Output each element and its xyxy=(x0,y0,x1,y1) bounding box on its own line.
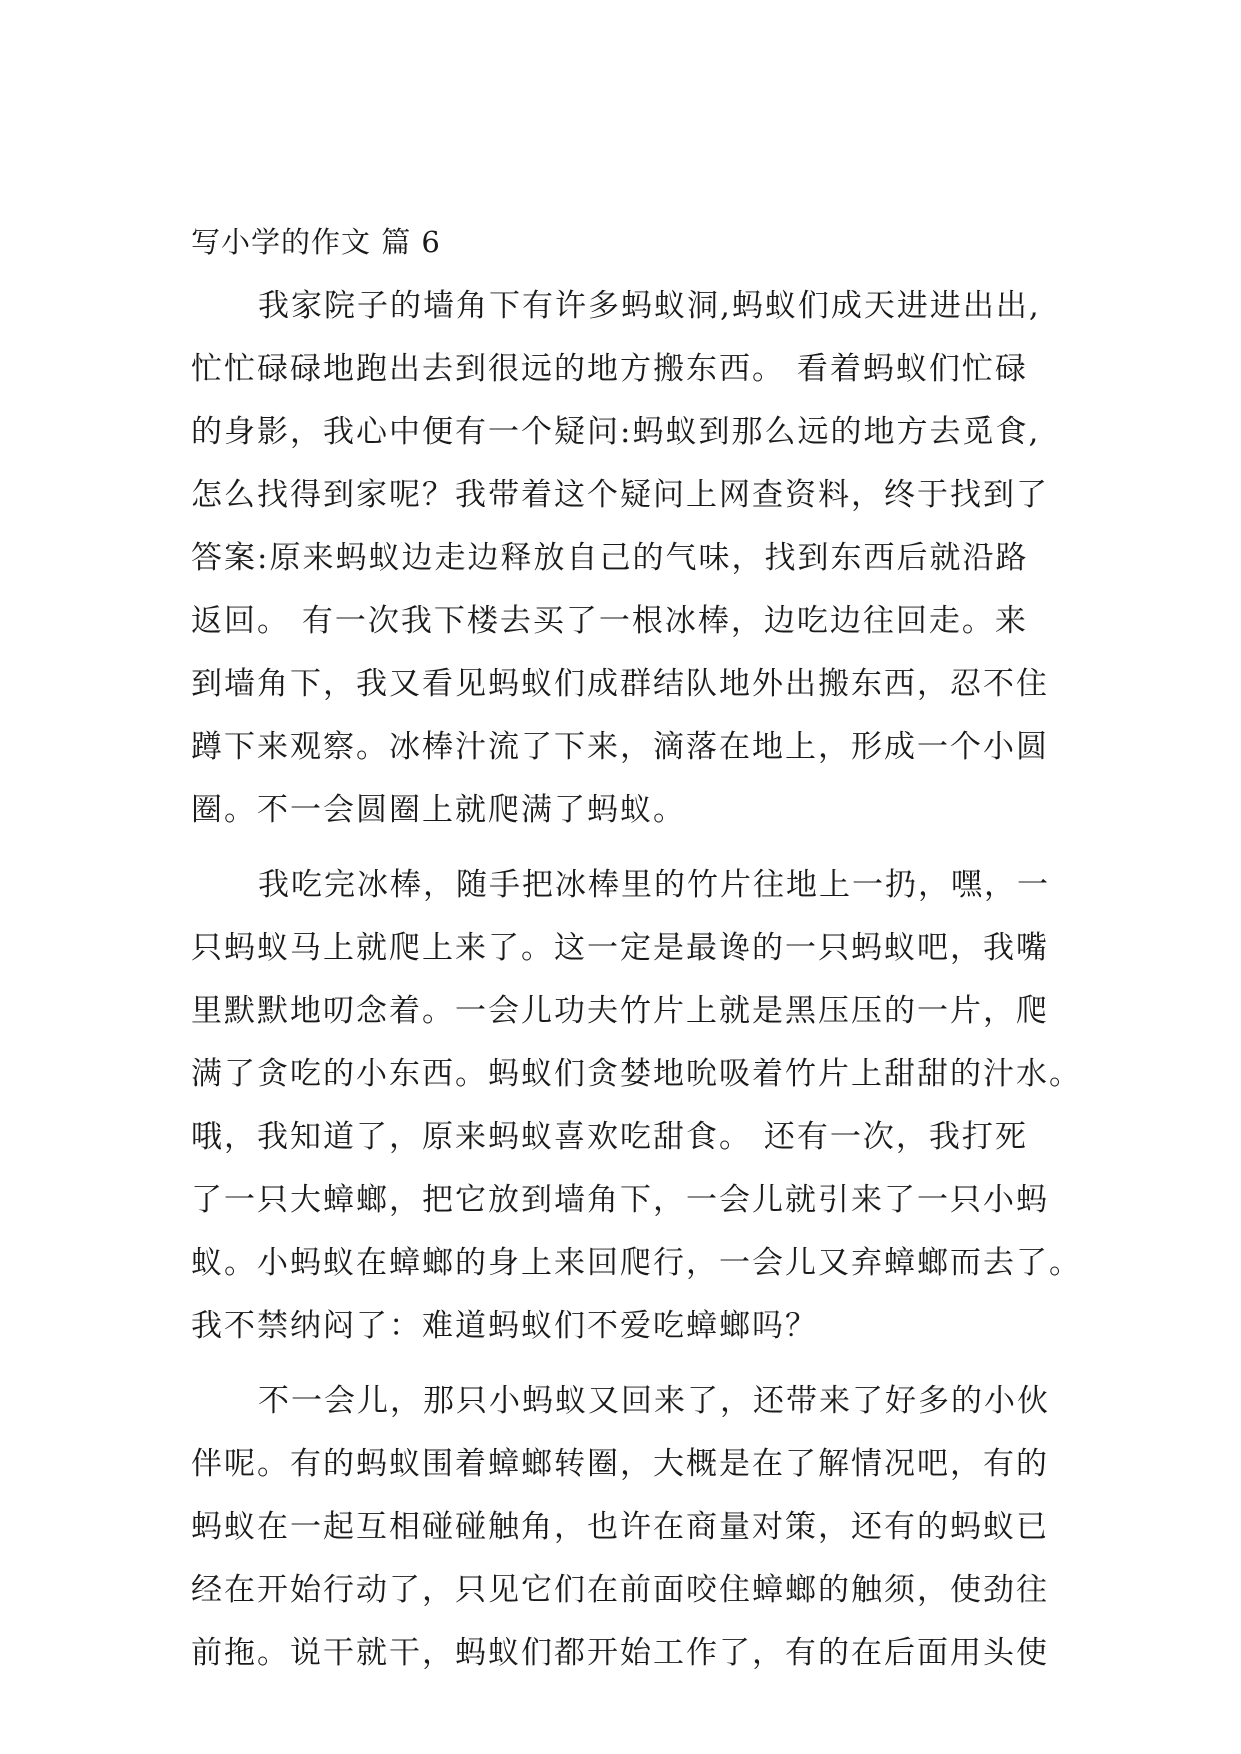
paragraph-line: 伴呢。有的蚂蚁围着蟑螂转圈，大概是在了解情况吧，有的 xyxy=(191,1446,1049,1482)
paragraph-line: 蹲下来观察。冰棒汁流了下来，滴落在地上，形成一个小圆 xyxy=(191,729,1049,765)
paragraph-line: 我家院子的墙角下有许多蚂蚁洞,蚂蚁们成天进进出出, xyxy=(258,288,1041,324)
paragraph-line: 返回。 有一次我下楼去买了一根冰棒，边吃边往回走。来 xyxy=(191,603,1028,639)
essay-title: 写小学的作文 篇 6 xyxy=(191,225,441,259)
paragraph-line: 我吃完冰棒，随手把冰棒里的竹片往地上一扔，嘿，一 xyxy=(258,867,1050,903)
paragraph-line: 到墙角下，我又看见蚂蚁们成群结队地外出搬东西，忍不住 xyxy=(191,666,1049,702)
paragraph-line: 经在开始行动了，只见它们在前面咬住蟑螂的触须，使劲往 xyxy=(191,1572,1049,1608)
paragraph-line: 的身影，我心中便有一个疑问:蚂蚁到那么远的地方去觅食, xyxy=(191,414,1041,450)
paragraph-line: 答案:原来蚂蚁边走边释放自己的气味，找到东西后就沿路 xyxy=(191,540,1029,576)
paragraph-line: 怎么找得到家呢？我带着这个疑问上网查资料，终于找到了 xyxy=(191,477,1049,513)
paragraph-line: 圈。不一会圆圈上就爬满了蚂蚁。 xyxy=(191,792,686,828)
paragraph-line: 蚂蚁在一起互相碰碰触角，也许在商量对策，还有的蚂蚁已 xyxy=(191,1509,1049,1545)
paragraph-line: 了一只大蟑螂，把它放到墙角下，一会儿就引来了一只小蚂 xyxy=(191,1182,1049,1218)
paragraph-line: 哦，我知道了，原来蚂蚁喜欢吃甜食。 还有一次，我打死 xyxy=(191,1119,1028,1155)
paragraph-line: 忙忙碌碌地跑出去到很远的地方搬东西。 看着蚂蚁们忙碌 xyxy=(191,351,1028,387)
paragraph-line: 我不禁纳闷了：难道蚂蚁们不爱吃蟑螂吗？ xyxy=(191,1308,818,1344)
paragraph-line: 蚁。小蚂蚁在蟑螂的身上来回爬行，一会儿又弃蟑螂而去了。 xyxy=(191,1245,1082,1281)
paragraph-line: 前拖。说干就干，蚂蚁们都开始工作了，有的在后面用头使 xyxy=(191,1635,1049,1671)
paragraph-line: 只蚂蚁马上就爬上来了。这一定是最谗的一只蚂蚁吧，我嘴 xyxy=(191,930,1049,966)
paragraph-line: 满了贪吃的小东西。蚂蚁们贪婪地吮吸着竹片上甜甜的汁水。 xyxy=(191,1056,1082,1092)
paragraph-line: 里默默地叨念着。一会儿功夫竹片上就是黑压压的一片，爬 xyxy=(191,993,1049,1029)
paragraph-line: 不一会儿，那只小蚂蚁又回来了，还带来了好多的小伙 xyxy=(258,1383,1050,1419)
